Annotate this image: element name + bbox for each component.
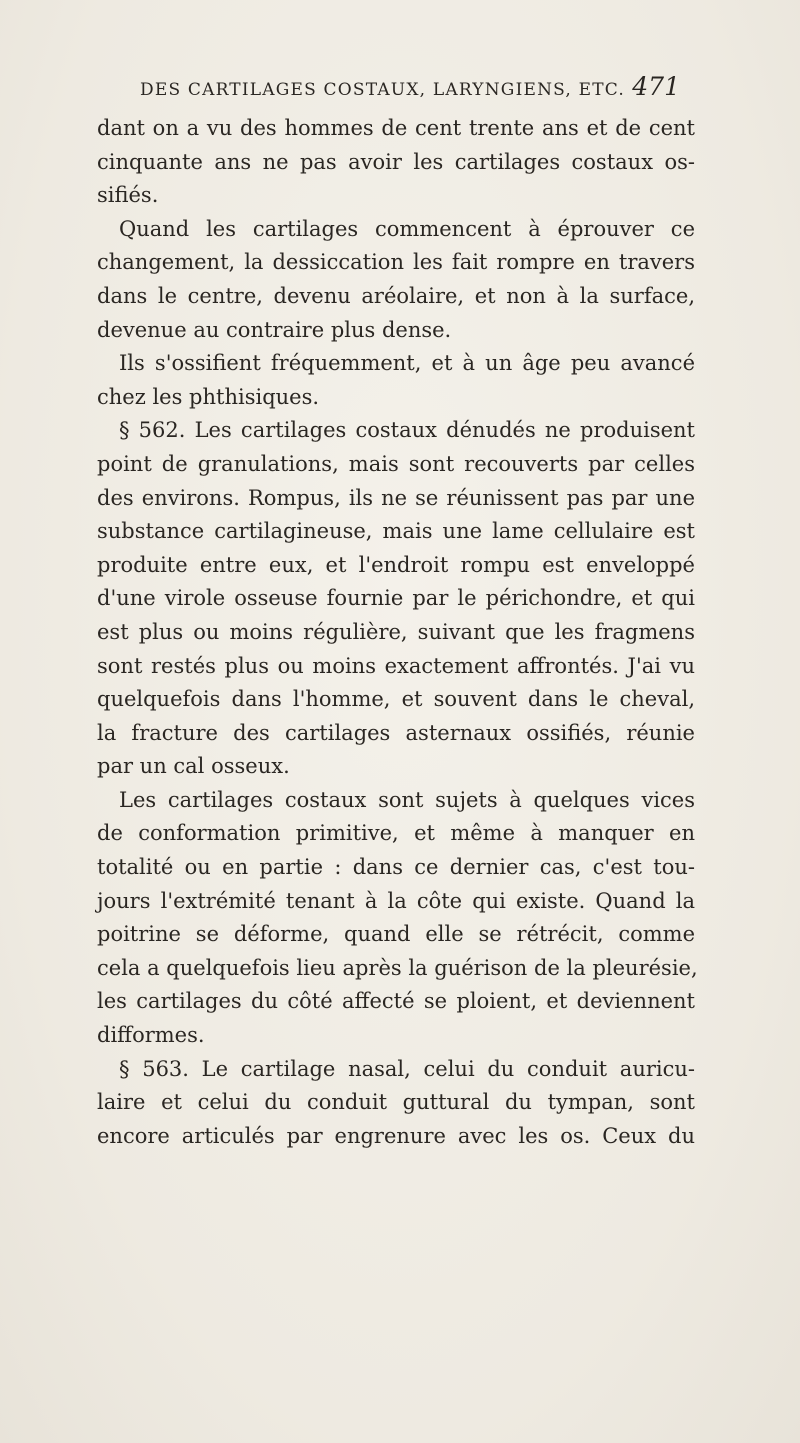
text-line: d'une virole osseuse fournie par le périchondre, et qui <box>97 586 695 611</box>
text-line: chez les phthisiques. <box>97 384 320 409</box>
text-line: laire et celui du conduit guttural du tympan, sont <box>97 1090 695 1115</box>
body-text <box>97 112 698 1153</box>
text-line: encore articulés par engrenure avec les os. Ceux du <box>97 1123 695 1148</box>
text-line: dant on a vu des hommes de cent trente ans et de cent <box>97 116 695 140</box>
text-line: cinquante ans ne pas avoir les cartilages costaux os- <box>97 149 695 174</box>
text-line: § 563. Le cartilage nasal, celui du conduit auricu- <box>119 1056 695 1081</box>
text-line: jours l'extrémité tenant à la côte qui existe. Quand la <box>97 888 695 913</box>
text-line: quelquefois dans l'homme, et souvent dans le cheval, <box>97 687 695 712</box>
running-title: DES CARTILAGES COSTAUX, LARYNGIENS, ETC. <box>140 80 625 100</box>
text-line: substance cartilagineuse, mais une lame cellulaire est <box>97 519 695 544</box>
text-line: dans le centre, devenu aréolaire, et non à la surface, <box>97 283 695 308</box>
text-line: la fracture des cartilages asternaux ossifiés, réunie <box>97 720 695 745</box>
text-line: les cartilages du côté affecté se ploient, et deviennent <box>97 989 695 1014</box>
text-line: est plus ou moins régulière, suivant que les fragmens <box>97 619 695 644</box>
text-line: totalité ou en partie : dans ce dernier cas, c'est tou- <box>97 855 695 880</box>
text-line: Les cartilages costaux sont sujets à quelques vices <box>119 787 695 812</box>
running-head <box>140 72 680 101</box>
text-line: poitrine se déforme, quand elle se rétrécit, comme <box>97 922 695 947</box>
text-line: difformes. <box>97 1023 205 1048</box>
text-line: devenue au contraire plus dense. <box>97 317 452 342</box>
text-line: cela a quelquefois lieu après la guérison de la pleurésie, <box>97 955 698 980</box>
text-line: sont restés plus ou moins exactement affrontés. J'ai vu <box>97 653 695 678</box>
text-line: § 562. Les cartilages costaux dénudés ne produisent <box>119 418 695 443</box>
text-line: changement, la dessiccation les fait rompre en travers <box>97 250 695 275</box>
text-line: Ils s'ossifient fréquemment, et à un âge peu avancé <box>119 351 695 376</box>
text-line: par un cal osseux. <box>97 754 290 779</box>
page-number: 471 <box>632 72 680 101</box>
text-line: de conformation primitive, et même à manquer en <box>97 821 695 846</box>
text-line: des environs. Rompus, ils ne se réunissent pas par une <box>97 485 695 510</box>
text-line: Quand les cartilages commencent à éprouver ce <box>119 216 695 241</box>
text-line: point de granulations, mais sont recouverts par celles <box>97 451 695 476</box>
text-line: sifiés. <box>97 183 159 208</box>
text-line: produite entre eux, et l'endroit rompu est enveloppé <box>97 552 695 577</box>
